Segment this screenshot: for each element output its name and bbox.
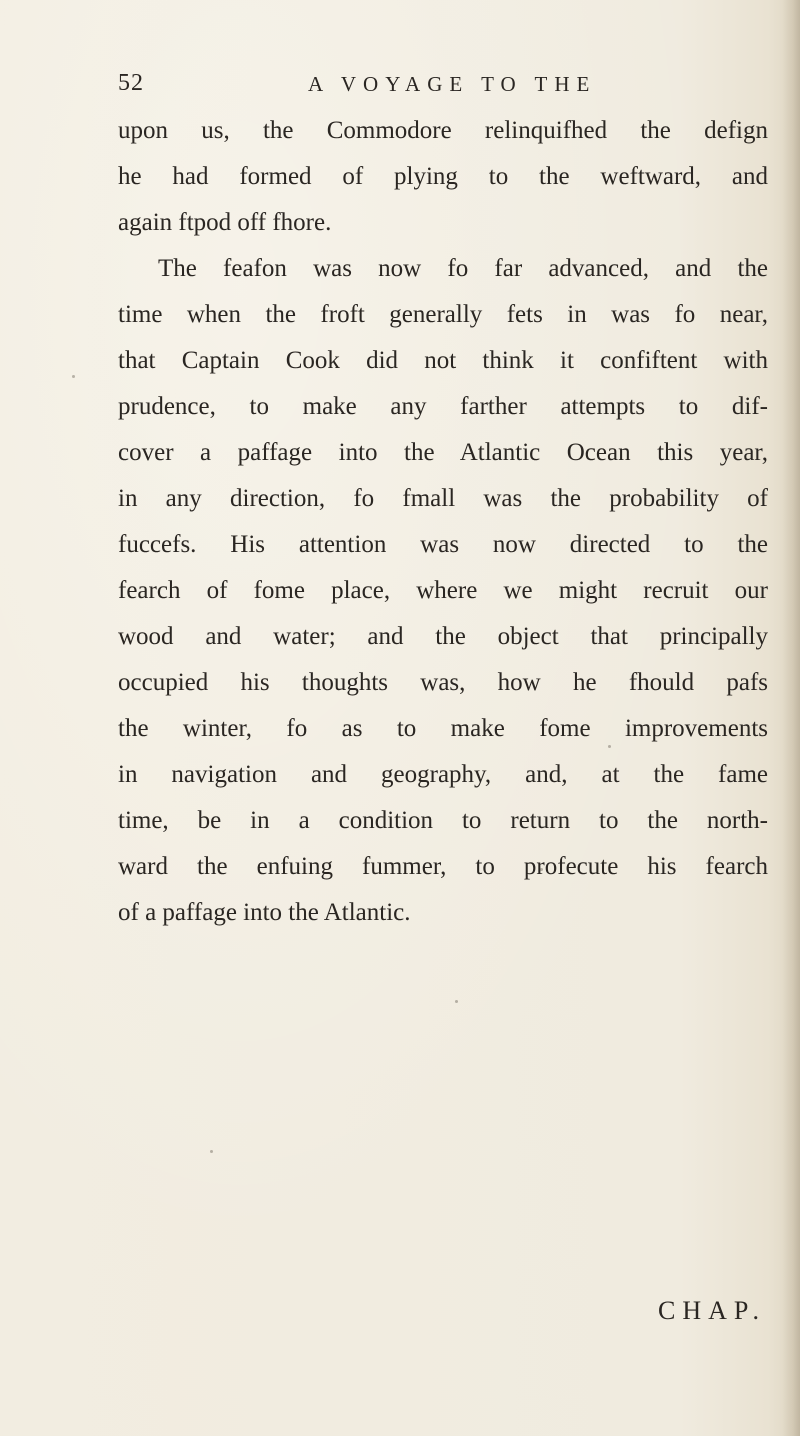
page-number: 52: [118, 70, 144, 96]
text-line: that Captain Cook did not think it confiftent with: [118, 347, 768, 374]
text-line: of a paffage into the Atlantic.: [118, 899, 411, 926]
text-line: cover a paffage into the Atlantic Ocean this year,: [118, 439, 768, 466]
text-line: upon us, the Commodore relinquifhed the defign: [118, 117, 768, 144]
text-line: in any direction, fo fmall was the probability of: [118, 485, 768, 512]
text-line: in navigation and geography, and, at the fame: [118, 761, 768, 788]
text-line: again ftpod off fhore.: [118, 209, 332, 236]
text-line: time, be in a condition to return to the north-: [118, 807, 768, 834]
text-line: fearch of fome place, where we might recruit our: [118, 577, 768, 604]
page-header: [118, 70, 680, 106]
text-line: he had formed of plying to the weftward, and: [118, 163, 768, 190]
paper-speck: [210, 1150, 213, 1153]
text-line: prudence, to make any farther attempts to dif-: [118, 393, 768, 420]
body-text: [118, 108, 768, 936]
paper-speck: [72, 375, 75, 378]
paper-speck: [455, 1000, 458, 1003]
text-line: ward the enfuing fummer, to profecute his fearch: [118, 853, 768, 880]
paper-speck: [608, 745, 611, 748]
text-line: time when the froft generally fets in was fo near,: [118, 301, 768, 328]
paragraph-first-line: The feafon was now fo far advanced, and the: [158, 255, 768, 282]
catchword: CHAP.: [658, 1296, 766, 1325]
text-line: wood and water; and the object that principally: [118, 623, 768, 650]
page-edge-shadow: [782, 0, 800, 1436]
text-line: occupied his thoughts was, how he fhould pafs: [118, 669, 768, 696]
running-head: A VOYAGE TO THE: [308, 72, 597, 96]
text-line: fuccefs. His attention was now directed to the: [118, 531, 768, 558]
text-line: the winter, fo as to make fome improvements: [118, 715, 768, 742]
paper-speck: [540, 868, 543, 871]
